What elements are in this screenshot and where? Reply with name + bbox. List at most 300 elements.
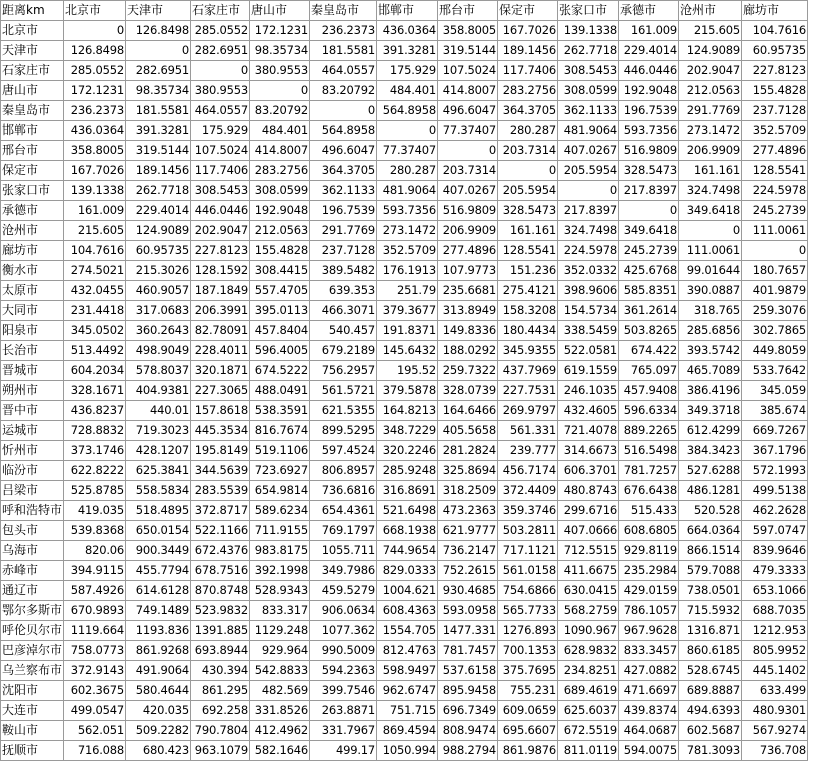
distance-cell[interactable]: 833.3457 bbox=[619, 641, 679, 661]
distance-cell[interactable]: 440.01 bbox=[126, 401, 191, 421]
distance-cell[interactable]: 963.1079 bbox=[191, 741, 250, 761]
distance-cell[interactable]: 585.8351 bbox=[619, 281, 679, 301]
distance-cell[interactable]: 187.1849 bbox=[191, 281, 250, 301]
distance-cell[interactable]: 172.1231 bbox=[250, 21, 310, 41]
distance-cell[interactable]: 464.0687 bbox=[619, 721, 679, 741]
distance-cell[interactable]: 0 bbox=[64, 21, 126, 41]
distance-cell[interactable]: 689.4619 bbox=[558, 681, 619, 701]
distance-cell[interactable]: 263.8871 bbox=[310, 701, 377, 721]
distance-cell[interactable]: 359.3746 bbox=[498, 501, 558, 521]
distance-cell[interactable]: 275.4121 bbox=[498, 281, 558, 301]
distance-cell[interactable]: 499.5138 bbox=[742, 481, 808, 501]
distance-cell[interactable]: 407.0267 bbox=[438, 181, 498, 201]
distance-cell[interactable]: 602.3675 bbox=[64, 681, 126, 701]
distance-cell[interactable]: 628.9832 bbox=[558, 641, 619, 661]
distance-cell[interactable]: 869.4594 bbox=[377, 721, 438, 741]
distance-cell[interactable]: 407.0666 bbox=[558, 521, 619, 541]
distance-cell[interactable]: 316.8691 bbox=[377, 481, 438, 501]
distance-cell[interactable]: 728.8832 bbox=[64, 421, 126, 441]
distance-cell[interactable]: 246.1035 bbox=[558, 381, 619, 401]
distance-cell[interactable]: 533.7642 bbox=[742, 361, 808, 381]
distance-cell[interactable]: 60.95735 bbox=[126, 241, 191, 261]
distance-cell[interactable]: 285.0552 bbox=[191, 21, 250, 41]
distance-cell[interactable]: 0 bbox=[498, 161, 558, 181]
distance-cell[interactable]: 668.1938 bbox=[377, 521, 438, 541]
distance-cell[interactable]: 145.6432 bbox=[377, 341, 438, 361]
distance-cell[interactable]: 167.7026 bbox=[64, 161, 126, 181]
distance-cell[interactable]: 149.8336 bbox=[438, 321, 498, 341]
column-header[interactable]: 石家庄市 bbox=[191, 1, 250, 21]
distance-cell[interactable]: 227.8123 bbox=[191, 241, 250, 261]
distance-cell[interactable]: 302.7865 bbox=[742, 321, 808, 341]
distance-cell[interactable]: 866.1514 bbox=[679, 541, 742, 561]
row-header[interactable]: 邢台市 bbox=[1, 141, 64, 161]
distance-cell[interactable]: 439.8374 bbox=[619, 701, 679, 721]
distance-cell[interactable]: 464.0557 bbox=[191, 101, 250, 121]
distance-cell[interactable]: 117.7406 bbox=[191, 161, 250, 181]
distance-cell[interactable]: 237.7128 bbox=[310, 241, 377, 261]
distance-cell[interactable]: 196.7539 bbox=[310, 201, 377, 221]
row-header[interactable]: 衡水市 bbox=[1, 261, 64, 281]
distance-cell[interactable]: 1276.893 bbox=[498, 621, 558, 641]
row-header[interactable]: 保定市 bbox=[1, 161, 64, 181]
distance-cell[interactable]: 414.8007 bbox=[438, 81, 498, 101]
row-header[interactable]: 大同市 bbox=[1, 301, 64, 321]
distance-cell[interactable]: 562.051 bbox=[64, 721, 126, 741]
distance-cell[interactable]: 756.2957 bbox=[310, 361, 377, 381]
distance-cell[interactable]: 519.1106 bbox=[250, 441, 310, 461]
distance-cell[interactable]: 401.9879 bbox=[742, 281, 808, 301]
distance-cell[interactable]: 679.2189 bbox=[310, 341, 377, 361]
distance-cell[interactable]: 614.6128 bbox=[126, 581, 191, 601]
distance-cell[interactable]: 621.9777 bbox=[438, 521, 498, 541]
distance-cell[interactable]: 674.5222 bbox=[250, 361, 310, 381]
distance-cell[interactable]: 318.765 bbox=[679, 301, 742, 321]
distance-cell[interactable]: 319.5144 bbox=[126, 141, 191, 161]
distance-cell[interactable]: 98.35734 bbox=[250, 41, 310, 61]
distance-cell[interactable]: 429.0159 bbox=[619, 581, 679, 601]
distance-cell[interactable]: 786.1057 bbox=[619, 601, 679, 621]
distance-cell[interactable]: 612.4299 bbox=[679, 421, 742, 441]
distance-cell[interactable]: 436.0364 bbox=[377, 21, 438, 41]
distance-cell[interactable]: 537.6158 bbox=[438, 661, 498, 681]
distance-cell[interactable]: 639.353 bbox=[310, 281, 377, 301]
distance-cell[interactable]: 283.2756 bbox=[498, 81, 558, 101]
distance-cell[interactable]: 808.9474 bbox=[438, 721, 498, 741]
distance-cell[interactable]: 352.0332 bbox=[558, 261, 619, 281]
distance-cell[interactable]: 331.7967 bbox=[310, 721, 377, 741]
distance-cell[interactable]: 0 bbox=[250, 81, 310, 101]
distance-cell[interactable]: 432.0455 bbox=[64, 281, 126, 301]
distance-cell[interactable]: 436.8237 bbox=[64, 401, 126, 421]
distance-cell[interactable]: 231.4418 bbox=[64, 301, 126, 321]
distance-cell[interactable]: 486.1281 bbox=[679, 481, 742, 501]
distance-cell[interactable]: 499.17 bbox=[310, 741, 377, 761]
distance-cell[interactable]: 175.929 bbox=[191, 121, 250, 141]
distance-cell[interactable]: 480.9301 bbox=[742, 701, 808, 721]
distance-cell[interactable]: 929.8119 bbox=[619, 541, 679, 561]
distance-cell[interactable]: 674.422 bbox=[619, 341, 679, 361]
distance-cell[interactable]: 331.8526 bbox=[250, 701, 310, 721]
distance-cell[interactable]: 83.20792 bbox=[250, 101, 310, 121]
distance-cell[interactable]: 181.5581 bbox=[310, 41, 377, 61]
distance-cell[interactable]: 139.1338 bbox=[64, 181, 126, 201]
distance-cell[interactable]: 99.01644 bbox=[679, 261, 742, 281]
distance-cell[interactable]: 672.4376 bbox=[191, 541, 250, 561]
distance-cell[interactable]: 744.9654 bbox=[377, 541, 438, 561]
distance-cell[interactable]: 676.6438 bbox=[619, 481, 679, 501]
distance-cell[interactable]: 324.7498 bbox=[679, 181, 742, 201]
distance-cell[interactable]: 386.4196 bbox=[679, 381, 742, 401]
distance-cell[interactable]: 380.9553 bbox=[250, 61, 310, 81]
distance-cell[interactable]: 861.9268 bbox=[126, 641, 191, 661]
distance-cell[interactable]: 579.7088 bbox=[679, 561, 742, 581]
distance-cell[interactable]: 488.0491 bbox=[250, 381, 310, 401]
distance-cell[interactable]: 758.0773 bbox=[64, 641, 126, 661]
distance-cell[interactable]: 317.0683 bbox=[126, 301, 191, 321]
distance-cell[interactable]: 689.8887 bbox=[679, 681, 742, 701]
row-header[interactable]: 大连市 bbox=[1, 701, 64, 721]
distance-cell[interactable]: 262.7718 bbox=[126, 181, 191, 201]
distance-cell[interactable]: 515.433 bbox=[619, 501, 679, 521]
distance-cell[interactable]: 596.4005 bbox=[250, 341, 310, 361]
distance-cell[interactable]: 436.0364 bbox=[64, 121, 126, 141]
distance-cell[interactable]: 608.6805 bbox=[619, 521, 679, 541]
distance-cell[interactable]: 379.3677 bbox=[377, 301, 438, 321]
distance-cell[interactable]: 364.3705 bbox=[498, 101, 558, 121]
distance-cell[interactable]: 180.4434 bbox=[498, 321, 558, 341]
distance-cell[interactable]: 362.1133 bbox=[310, 181, 377, 201]
row-header[interactable]: 包头市 bbox=[1, 521, 64, 541]
distance-cell[interactable]: 769.1797 bbox=[310, 521, 377, 541]
distance-cell[interactable]: 653.1066 bbox=[742, 581, 808, 601]
distance-cell[interactable]: 625.6037 bbox=[558, 701, 619, 721]
distance-cell[interactable]: 516.9809 bbox=[438, 201, 498, 221]
distance-cell[interactable]: 499.0547 bbox=[64, 701, 126, 721]
row-header[interactable]: 张家口市 bbox=[1, 181, 64, 201]
distance-cell[interactable]: 754.6866 bbox=[498, 581, 558, 601]
distance-cell[interactable]: 235.2984 bbox=[619, 561, 679, 581]
distance-cell[interactable]: 280.287 bbox=[377, 161, 438, 181]
distance-cell[interactable]: 509.2282 bbox=[126, 721, 191, 741]
row-header[interactable]: 唐山市 bbox=[1, 81, 64, 101]
distance-cell[interactable]: 367.1796 bbox=[742, 441, 808, 461]
distance-cell[interactable]: 404.9381 bbox=[126, 381, 191, 401]
distance-cell[interactable]: 688.7035 bbox=[742, 601, 808, 621]
distance-cell[interactable]: 567.9274 bbox=[742, 721, 808, 741]
distance-cell[interactable]: 285.0552 bbox=[64, 61, 126, 81]
distance-cell[interactable]: 407.0267 bbox=[558, 141, 619, 161]
distance-cell[interactable]: 482.569 bbox=[250, 681, 310, 701]
distance-cell[interactable]: 389.5482 bbox=[310, 261, 377, 281]
distance-cell[interactable]: 227.7531 bbox=[498, 381, 558, 401]
row-header[interactable]: 太原市 bbox=[1, 281, 64, 301]
distance-cell[interactable]: 280.287 bbox=[498, 121, 558, 141]
distance-cell[interactable]: 503.8265 bbox=[619, 321, 679, 341]
distance-cell[interactable]: 593.7356 bbox=[619, 121, 679, 141]
distance-cell[interactable]: 77.37407 bbox=[377, 141, 438, 161]
distance-cell[interactable]: 373.1746 bbox=[64, 441, 126, 461]
distance-cell[interactable]: 564.8958 bbox=[377, 101, 438, 121]
distance-cell[interactable]: 82.78091 bbox=[191, 321, 250, 341]
distance-cell[interactable]: 669.7267 bbox=[742, 421, 808, 441]
distance-cell[interactable]: 328.5473 bbox=[619, 161, 679, 181]
distance-cell[interactable]: 345.0502 bbox=[64, 321, 126, 341]
distance-cell[interactable]: 274.5021 bbox=[64, 261, 126, 281]
distance-cell[interactable]: 77.37407 bbox=[438, 121, 498, 141]
distance-cell[interactable]: 680.423 bbox=[126, 741, 191, 761]
distance-cell[interactable]: 1119.664 bbox=[64, 621, 126, 641]
distance-cell[interactable]: 962.6747 bbox=[377, 681, 438, 701]
distance-cell[interactable]: 348.7229 bbox=[377, 421, 438, 441]
distance-cell[interactable]: 269.9797 bbox=[498, 401, 558, 421]
column-header[interactable]: 北京市 bbox=[64, 1, 126, 21]
distance-cell[interactable]: 594.2363 bbox=[310, 661, 377, 681]
corner-cell[interactable]: 距离km bbox=[1, 1, 64, 21]
distance-cell[interactable]: 609.0659 bbox=[498, 701, 558, 721]
distance-cell[interactable]: 181.5581 bbox=[126, 101, 191, 121]
distance-cell[interactable]: 83.20792 bbox=[310, 81, 377, 101]
distance-cell[interactable]: 0 bbox=[619, 201, 679, 221]
column-header[interactable]: 沧州市 bbox=[679, 1, 742, 21]
distance-cell[interactable]: 155.4828 bbox=[250, 241, 310, 261]
distance-cell[interactable]: 520.528 bbox=[679, 501, 742, 521]
distance-cell[interactable]: 277.4896 bbox=[438, 241, 498, 261]
distance-cell[interactable]: 224.5978 bbox=[558, 241, 619, 261]
distance-cell[interactable]: 479.3333 bbox=[742, 561, 808, 581]
distance-cell[interactable]: 473.2363 bbox=[438, 501, 498, 521]
distance-cell[interactable]: 790.7804 bbox=[191, 721, 250, 741]
distance-cell[interactable]: 496.6047 bbox=[310, 141, 377, 161]
distance-cell[interactable]: 358.8005 bbox=[64, 141, 126, 161]
distance-cell[interactable]: 0 bbox=[558, 181, 619, 201]
distance-cell[interactable]: 480.8743 bbox=[558, 481, 619, 501]
distance-cell[interactable]: 299.6716 bbox=[558, 501, 619, 521]
distance-cell[interactable]: 462.2628 bbox=[742, 501, 808, 521]
distance-cell[interactable]: 446.0446 bbox=[191, 201, 250, 221]
distance-cell[interactable]: 107.5024 bbox=[438, 61, 498, 81]
distance-cell[interactable]: 349.6418 bbox=[619, 221, 679, 241]
distance-cell[interactable]: 352.5709 bbox=[742, 121, 808, 141]
row-header[interactable]: 秦皇岛市 bbox=[1, 101, 64, 121]
distance-cell[interactable]: 372.8717 bbox=[191, 501, 250, 521]
distance-cell[interactable]: 598.9497 bbox=[377, 661, 438, 681]
distance-cell[interactable]: 372.4409 bbox=[498, 481, 558, 501]
distance-cell[interactable]: 437.7969 bbox=[498, 361, 558, 381]
distance-cell[interactable]: 752.2615 bbox=[438, 561, 498, 581]
distance-cell[interactable]: 399.7546 bbox=[310, 681, 377, 701]
distance-cell[interactable]: 625.3841 bbox=[126, 461, 191, 481]
column-header[interactable]: 廊坊市 bbox=[742, 1, 808, 21]
distance-cell[interactable]: 523.9832 bbox=[191, 601, 250, 621]
distance-cell[interactable]: 516.9809 bbox=[619, 141, 679, 161]
distance-cell[interactable]: 398.9606 bbox=[558, 281, 619, 301]
distance-cell[interactable]: 192.9048 bbox=[250, 201, 310, 221]
distance-cell[interactable]: 320.1871 bbox=[191, 361, 250, 381]
distance-cell[interactable]: 345.9355 bbox=[498, 341, 558, 361]
distance-cell[interactable]: 516.5498 bbox=[619, 441, 679, 461]
row-header[interactable]: 天津市 bbox=[1, 41, 64, 61]
distance-cell[interactable]: 151.236 bbox=[498, 261, 558, 281]
distance-cell[interactable]: 282.6951 bbox=[191, 41, 250, 61]
distance-cell[interactable]: 1055.711 bbox=[310, 541, 377, 561]
distance-cell[interactable]: 654.4361 bbox=[310, 501, 377, 521]
distance-cell[interactable]: 320.2246 bbox=[377, 441, 438, 461]
distance-cell[interactable]: 650.0154 bbox=[126, 521, 191, 541]
distance-cell[interactable]: 899.5295 bbox=[310, 421, 377, 441]
distance-cell[interactable]: 224.5978 bbox=[742, 181, 808, 201]
distance-cell[interactable]: 161.161 bbox=[679, 161, 742, 181]
distance-cell[interactable]: 361.2614 bbox=[619, 301, 679, 321]
row-header[interactable]: 忻州市 bbox=[1, 441, 64, 461]
distance-cell[interactable]: 449.8059 bbox=[742, 341, 808, 361]
distance-cell[interactable]: 380.9553 bbox=[191, 81, 250, 101]
distance-cell[interactable]: 358.8005 bbox=[438, 21, 498, 41]
distance-cell[interactable]: 308.5453 bbox=[558, 61, 619, 81]
distance-cell[interactable]: 522.0581 bbox=[558, 341, 619, 361]
distance-cell[interactable]: 736.2147 bbox=[438, 541, 498, 561]
distance-cell[interactable]: 206.9909 bbox=[438, 221, 498, 241]
distance-cell[interactable]: 895.9458 bbox=[438, 681, 498, 701]
row-header[interactable]: 运城市 bbox=[1, 421, 64, 441]
row-header[interactable]: 呼和浩特市 bbox=[1, 501, 64, 521]
distance-cell[interactable]: 967.9628 bbox=[619, 621, 679, 641]
distance-cell[interactable]: 1391.885 bbox=[191, 621, 250, 641]
distance-cell[interactable]: 0 bbox=[742, 241, 808, 261]
distance-cell[interactable]: 602.5687 bbox=[679, 721, 742, 741]
distance-cell[interactable]: 0 bbox=[310, 101, 377, 121]
distance-cell[interactable]: 1004.621 bbox=[377, 581, 438, 601]
distance-cell[interactable]: 205.5954 bbox=[558, 161, 619, 181]
distance-cell[interactable]: 606.3701 bbox=[558, 461, 619, 481]
distance-cell[interactable]: 491.9064 bbox=[126, 661, 191, 681]
distance-cell[interactable]: 1129.248 bbox=[250, 621, 310, 641]
distance-cell[interactable]: 630.0415 bbox=[558, 581, 619, 601]
distance-cell[interactable]: 191.8371 bbox=[377, 321, 438, 341]
distance-cell[interactable]: 202.9047 bbox=[679, 61, 742, 81]
distance-cell[interactable]: 695.6607 bbox=[498, 721, 558, 741]
distance-cell[interactable]: 906.0634 bbox=[310, 601, 377, 621]
distance-cell[interactable]: 164.6466 bbox=[438, 401, 498, 421]
distance-cell[interactable]: 633.499 bbox=[742, 681, 808, 701]
distance-cell[interactable]: 578.8037 bbox=[126, 361, 191, 381]
distance-cell[interactable]: 816.7674 bbox=[250, 421, 310, 441]
distance-cell[interactable]: 98.35734 bbox=[126, 81, 191, 101]
row-header[interactable]: 通辽市 bbox=[1, 581, 64, 601]
distance-cell[interactable]: 455.7794 bbox=[126, 561, 191, 581]
distance-cell[interactable]: 988.2794 bbox=[438, 741, 498, 761]
distance-cell[interactable]: 227.8123 bbox=[742, 61, 808, 81]
distance-cell[interactable]: 1193.836 bbox=[126, 621, 191, 641]
distance-cell[interactable]: 564.8958 bbox=[310, 121, 377, 141]
distance-cell[interactable]: 391.3281 bbox=[126, 121, 191, 141]
distance-cell[interactable]: 111.0061 bbox=[679, 241, 742, 261]
distance-cell[interactable]: 428.1207 bbox=[126, 441, 191, 461]
distance-cell[interactable]: 781.7257 bbox=[619, 461, 679, 481]
distance-cell[interactable]: 282.6951 bbox=[126, 61, 191, 81]
distance-cell[interactable]: 539.8368 bbox=[64, 521, 126, 541]
row-header[interactable]: 晋城市 bbox=[1, 361, 64, 381]
distance-cell[interactable]: 217.8397 bbox=[619, 181, 679, 201]
distance-cell[interactable]: 384.3423 bbox=[679, 441, 742, 461]
distance-cell[interactable]: 338.5459 bbox=[558, 321, 619, 341]
distance-cell[interactable]: 527.6288 bbox=[679, 461, 742, 481]
distance-cell[interactable]: 929.964 bbox=[250, 641, 310, 661]
distance-cell[interactable]: 328.1671 bbox=[64, 381, 126, 401]
distance-cell[interactable]: 445.3534 bbox=[191, 421, 250, 441]
distance-cell[interactable]: 833.317 bbox=[250, 601, 310, 621]
distance-cell[interactable]: 217.8397 bbox=[558, 201, 619, 221]
distance-cell[interactable]: 721.4078 bbox=[558, 421, 619, 441]
distance-cell[interactable]: 561.331 bbox=[498, 421, 558, 441]
row-header[interactable]: 阳泉市 bbox=[1, 321, 64, 341]
row-header[interactable]: 吕梁市 bbox=[1, 481, 64, 501]
distance-cell[interactable]: 521.6498 bbox=[377, 501, 438, 521]
distance-cell[interactable]: 619.1559 bbox=[558, 361, 619, 381]
distance-cell[interactable]: 345.059 bbox=[742, 381, 808, 401]
distance-cell[interactable]: 736.708 bbox=[742, 741, 808, 761]
distance-cell[interactable]: 161.009 bbox=[619, 21, 679, 41]
distance-cell[interactable]: 128.5541 bbox=[742, 161, 808, 181]
distance-cell[interactable]: 324.7498 bbox=[558, 221, 619, 241]
distance-cell[interactable]: 755.231 bbox=[498, 681, 558, 701]
distance-cell[interactable]: 155.4828 bbox=[742, 81, 808, 101]
distance-cell[interactable]: 513.4492 bbox=[64, 341, 126, 361]
distance-cell[interactable]: 104.7616 bbox=[64, 241, 126, 261]
distance-cell[interactable]: 352.5709 bbox=[377, 241, 438, 261]
row-header[interactable]: 邯郸市 bbox=[1, 121, 64, 141]
row-header[interactable]: 乌兰察布市 bbox=[1, 661, 64, 681]
distance-cell[interactable]: 484.401 bbox=[377, 81, 438, 101]
row-header[interactable]: 巴彦淖尔市 bbox=[1, 641, 64, 661]
distance-cell[interactable]: 308.0599 bbox=[250, 181, 310, 201]
distance-cell[interactable]: 235.6681 bbox=[438, 281, 498, 301]
distance-cell[interactable]: 283.5539 bbox=[191, 481, 250, 501]
distance-cell[interactable]: 128.5541 bbox=[498, 241, 558, 261]
distance-cell[interactable]: 889.2265 bbox=[619, 421, 679, 441]
distance-cell[interactable]: 587.4926 bbox=[64, 581, 126, 601]
distance-cell[interactable]: 719.3023 bbox=[126, 421, 191, 441]
distance-cell[interactable]: 503.2811 bbox=[498, 521, 558, 541]
distance-cell[interactable]: 364.3705 bbox=[310, 161, 377, 181]
row-header[interactable]: 呼伦贝尔市 bbox=[1, 621, 64, 641]
distance-cell[interactable]: 494.6393 bbox=[679, 701, 742, 721]
distance-cell[interactable]: 597.4524 bbox=[310, 441, 377, 461]
distance-cell[interactable]: 580.4644 bbox=[126, 681, 191, 701]
distance-cell[interactable]: 167.7026 bbox=[498, 21, 558, 41]
distance-cell[interactable]: 693.8944 bbox=[191, 641, 250, 661]
distance-cell[interactable]: 445.1402 bbox=[742, 661, 808, 681]
distance-cell[interactable]: 0 bbox=[126, 41, 191, 61]
distance-cell[interactable]: 420.035 bbox=[126, 701, 191, 721]
distance-cell[interactable]: 391.3281 bbox=[377, 41, 438, 61]
distance-cell[interactable]: 861.9876 bbox=[498, 741, 558, 761]
distance-cell[interactable]: 237.7128 bbox=[742, 101, 808, 121]
row-header[interactable]: 石家庄市 bbox=[1, 61, 64, 81]
distance-cell[interactable]: 900.3449 bbox=[126, 541, 191, 561]
distance-cell[interactable]: 273.1472 bbox=[377, 221, 438, 241]
distance-cell[interactable]: 861.295 bbox=[191, 681, 250, 701]
distance-cell[interactable]: 390.0887 bbox=[679, 281, 742, 301]
distance-cell[interactable]: 283.2756 bbox=[250, 161, 310, 181]
distance-cell[interactable]: 456.7174 bbox=[498, 461, 558, 481]
distance-cell[interactable]: 700.1353 bbox=[498, 641, 558, 661]
row-header[interactable]: 沈阳市 bbox=[1, 681, 64, 701]
distance-cell[interactable]: 1077.362 bbox=[310, 621, 377, 641]
distance-cell[interactable]: 654.9814 bbox=[250, 481, 310, 501]
distance-cell[interactable]: 839.9646 bbox=[742, 541, 808, 561]
distance-cell[interactable]: 161.161 bbox=[498, 221, 558, 241]
